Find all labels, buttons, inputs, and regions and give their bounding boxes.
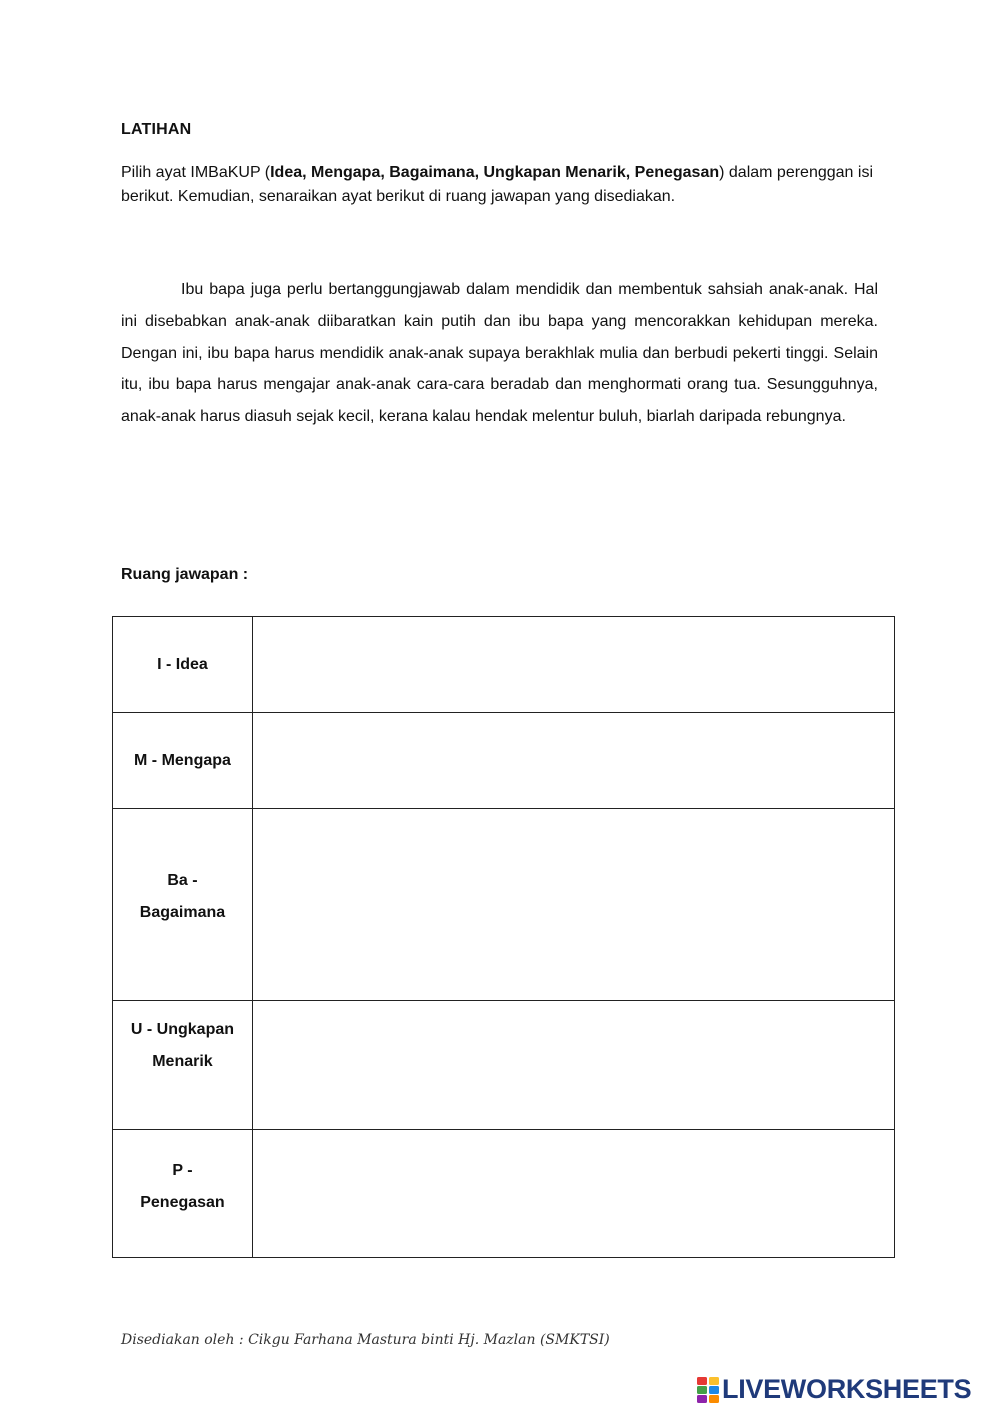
answer-row-mengapa [113,713,895,809]
row-label-line1: Ba - [167,872,198,889]
row-label-idea [113,617,253,713]
row-label-line1: U - Ungkapan [130,1021,235,1038]
instructions-bold-terms: Idea, Mengapa, Bagaimana, Ungkapan Menarik, Penegasan [270,164,720,181]
answer-space-label: Ruang jawapan : [121,566,249,583]
row-label-ungkapan-menarik [113,1001,253,1130]
liveworksheets-logo-icon [697,1377,719,1403]
answer-cell-mengapa[interactable] [252,713,894,809]
answer-row-bagaimana [113,809,895,1001]
answer-cell-ungkapan-menarik[interactable] [252,1001,894,1130]
answer-cell-penegasan[interactable] [252,1130,894,1258]
row-label-bagaimana [113,809,253,1001]
row-label-line2: Menarik [152,1053,213,1070]
row-label-penegasan [113,1130,253,1258]
answer-table [112,616,895,1258]
passage-text: Ibu bapa juga perlu bertanggungjawab dalam mendidik dan membentuk sahsiah anak-anak. Hal ini disebabkan anak-anak diibaratkan kain putih dan ibu bapa yang mencorakkan kehidupan mereka. Dengan ini, ibu bapa harus mendidik anak-anak supaya berakhlak mulia dan berbudi pekerti tinggi. Selain itu, ibu bapa harus mengajar anak-anak cara-cara beradab dan menghormati orang tua. Sesungguhnya, anak-anak harus diasuh sejak kecil, kerana kalau hendak melentur buluh, biarlah daripada rebungnya. [121,281,878,426]
brand-name: LIVEWORKSHEETS [722,1374,972,1404]
answer-row-idea [113,617,895,713]
answer-cell-idea[interactable] [252,617,894,713]
row-label-line2: Penegasan [140,1194,225,1211]
row-label-line2: Bagaimana [139,904,226,921]
passage-paragraph [121,274,878,433]
liveworksheets-brand [697,1376,971,1403]
instructions-suffix: ) dalam perenggan isi berikut. Kemudian, senaraikan ayat berikut di ruang jawapan yang disediakan. [121,164,873,205]
row-label-line1: P - [172,1162,193,1179]
row-label-line1: M - Mengapa [134,751,231,769]
instructions-prefix: Pilih ayat IMBaKUP ( [121,164,271,181]
row-label-mengapa [113,713,253,809]
footer-credit: Disediakan oleh : Cikgu Farhana Mastura binti Hj. Mazlan (SMKTSI) [121,1332,610,1348]
page-heading: LATIHAN [121,121,192,138]
row-label-line1: I - Idea [157,655,208,673]
answer-row-penegasan [113,1130,895,1258]
instructions [121,161,878,209]
answer-cell-bagaimana[interactable] [252,809,894,1001]
answer-row-ungkapan-menarik [113,1001,895,1130]
